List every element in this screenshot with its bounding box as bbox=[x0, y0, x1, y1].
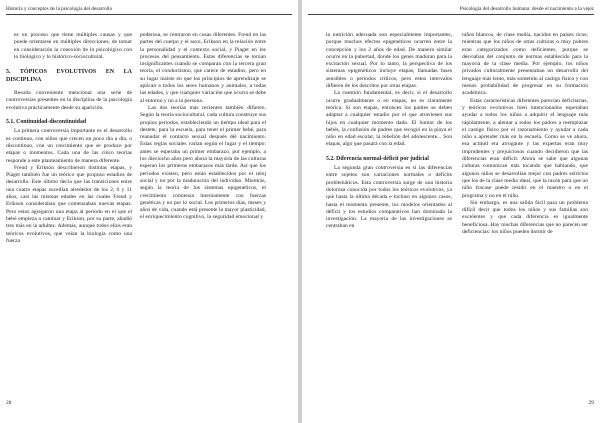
paragraph: Freud y Erikson describieron distintas etapas, y Piaget también fue un teórico que propuso estadios de desarrollo. Este último decía que las transiciones entre una cuatro etapas sucedían alrededor de los 2, 6 y 11 años, casi las mismas edades en las cuales Freud y Erikson consideraban que comenzaban nuevas etapas. Pero estos agregaron una etapa al periodo en el que el bebé empieza a caminar y Erikson, por su parte, añadió tres más en la adultez. Además, aunque todos ellos eran teóricos evolutivos, que veían la biología como una fuerza bbox=[6, 164, 132, 244]
subsection-heading-5-2: 5.2. Diferencia normal-déficit por judicial bbox=[326, 155, 429, 162]
paragraph: La primera controversia importante es el desarrollo es continuo, con niños que crecen un poco día a día, o discontinuo, con un crecimiento que se produce por etapas o momentos. Cada una de las cinco teorías responde a este planteamiento de manera diferente. bbox=[6, 128, 132, 164]
right-column-a bbox=[326, 32, 452, 402]
paragraph: niños blancos, de clase media, nacidos en países ricos; mientras que los niños de otras culturas o muy pobres eran categorizados como deficientes, porque se desviaban del conjunto de normas establecido para la mayoría de la clase media. Por ejemplo, los niños privados culturalmente presentaban un desarrollo del lenguaje más lento, más sometido al castigo físico y con menos probabilidad de progresar en su formación académica. bbox=[462, 32, 588, 97]
left-page bbox=[0, 0, 298, 423]
paragraph: poderosa, se centraron en cosas diferentes. Freud en las partes del cuerpo y el sexo, Erikson en la relación entre la personalidad y el contexto social, y Piaget en los procesos del pensamiento. Estas diferencias se tornan insignificantes cuando se comparan con la tercera gran teoría, el conductismo, que carece de estadios, pero en su lugar insiste en que los principios de aprendizaje se aplican a todos los seres humanos y animales, a todas las edades, y que cualquier variación que ocurra se debe al entorno y no a la persona. bbox=[140, 32, 266, 104]
left-page-number: 28 bbox=[6, 400, 12, 406]
right-running-head: Psicología del desarrollo humano: desde el nacimiento a la vejez bbox=[459, 6, 594, 12]
right-column-b bbox=[462, 32, 588, 402]
left-running-head: Historia y conceptos de la psicología del desarrollo bbox=[6, 6, 113, 12]
right-header-rule bbox=[308, 14, 594, 15]
left-intro-text: es un proceso que tiene múltiples causas y que puede orientarse en múltiples direcciones, de tomar en consideración la conexión de lo psicológico con lo biológico y lo histórico-sociocultural. bbox=[14, 32, 132, 60]
right-page-number: 29 bbox=[588, 400, 594, 406]
paragraph: La cuestión fundamental, es decir, si el desarrollo ocurre gradualmente o en etapas, no es claramente teórica. Si son etapas, entonces los padres se deben adaptar a cualquier estadio por el que atraviesen sus hijos en cualquier momento dado. El humor de los bebés, la confusión de padres que recogió en la playa el niño en edad escolar, la rebelión del adolescente... Son etapas, algo que pasará con la edad. bbox=[326, 90, 452, 148]
left-header-rule bbox=[6, 14, 292, 15]
paragraph: Las dos teorías más recientes también difieren. Según la teoría sociocultural, cada cultura construye sus propios periodos, estableciendo un tiempo ideal para el destete, para la escuela, para tener el primer bebé, para reanudar el contacto sexual después del nacimiento. Estas reglas sociales varían según el lugar y el tiempo: antes se esperaba un primer embarazo, por ejemplo, a los dieciocho años pero ahora la mayoría de las culturas esperan los primeros embarazos más tarde. Así que los periodos existen, pero están establecidos por el reloj social y no por la maduración del individuo. Mientras, según la teoría de los sistemas epigenéticos, el crecimiento comienza internamente con fuerzas genéticas y no por lo social. Los primeros días, meses y años de vida, cuando está presente la mayor plasticidad, el enriquecimiento cognitivo, la seguridad emocional y bbox=[140, 104, 266, 221]
left-column-b bbox=[140, 32, 266, 402]
paragraph: Estas características diferentes parecían deficitarias, y teóricos evolutivos bien intencionados esperaban ayudar a todos los niños a adquirir el lenguaje más rápidamente, a alentar a todos los padres a reemplazar el castigo físico por el razonamiento y ayudar a cada niño a aprender más en la escuela. Como se ve ahora, esa actitud era arrogante y las expertas eran muy imprudentes y prejuiciosos cuando decidieron que las diferencias eran déficit. Ahora se sabe que algunas culturas comunican más tocando que hablando, que algunos niños se desarrollan mejor con padres estrictos que los de la clase media ideal, que la razón para que un niño fracase puede residir en el maestro o en el programa y no en el niño. bbox=[462, 97, 588, 199]
right-page bbox=[302, 0, 600, 423]
left-column-a bbox=[6, 32, 132, 402]
section-paragraph: Resulta conveniente mencionar una serie de controversias presentes en la disciplina de la psicología evolutiva prácticamente desde su aparición. bbox=[6, 90, 132, 111]
paragraph: la nutrición adecuada son especialmente importantes, porque muchos efectos epigenéticos ocurren entre la concepción y los 2 años de edad. De manera similar ocurre en la pubertad, donde los genes maduran para la excitación sexual. Por lo tanto, la perspectiva de los sistemas epigenéticos incluye etapas, llamadas fases sensibles o periodos críticos, pero estos intervalos difieren de los descritos por otras etapas. bbox=[326, 32, 452, 90]
paragraph: Sin embargo, es una salida fácil para un problema difícil decir que todos los niños y sus familias son excelentes y que cada diferencia es igualmente beneficiosa. Hay muchas diferencias que no parecen ser deficiencias: los niños pueden dormir de bbox=[462, 199, 588, 236]
paragraph: La segunda gran controversia es si las diferencias entre sujetos son variaciones normales o déficits problemáticos. Esta controversia surge de una historia dolorosa conocida por todos los teóricos evolutivos, ya que hasta la última década e incluso en algunos casos, hasta el momento presente, los modelos orientados al déficit y los estudios comparativos han dominado la investigación. La mayoría de las investigaciones se centraban en bbox=[326, 165, 452, 230]
subsection-heading-5-1: 5.1. Continuidad-discontinuidad bbox=[6, 119, 87, 126]
section-heading: 5. TÓPICOS EVOLUTIVOS EN LA DISCIPLINA bbox=[6, 69, 132, 83]
